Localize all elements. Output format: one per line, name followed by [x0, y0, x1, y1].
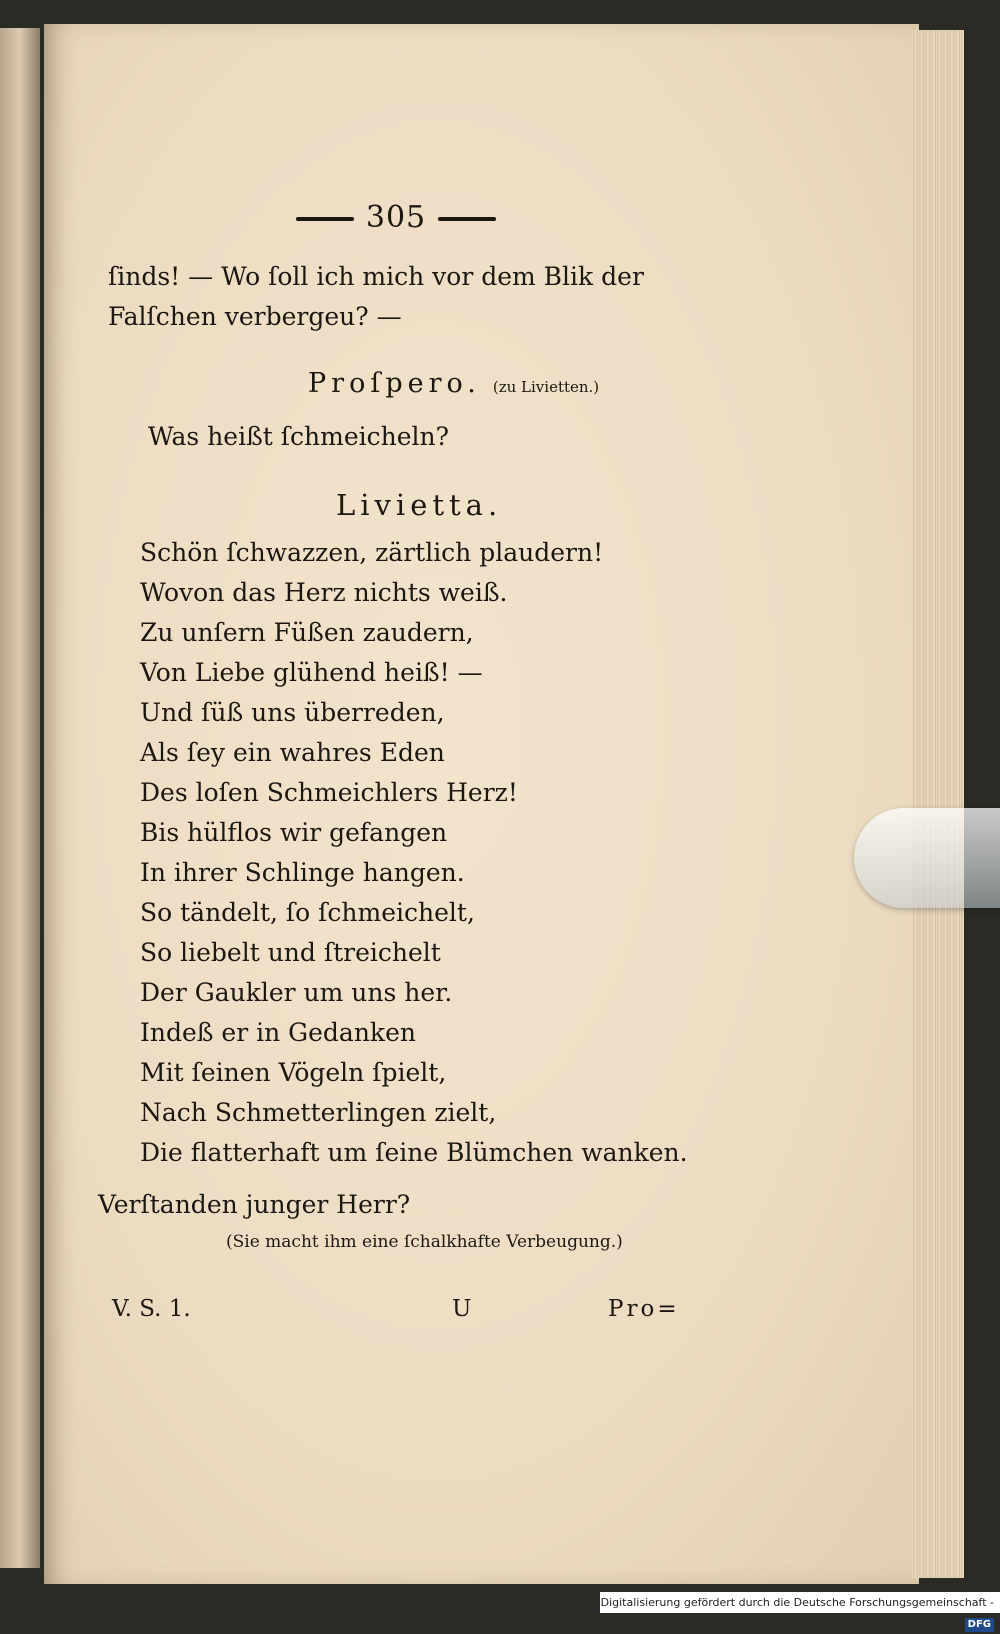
- page-number-header: [262, 200, 530, 235]
- verse-line: In ihrer Schlinge hangen.: [140, 858, 465, 887]
- catchword: Pro=: [608, 1296, 680, 1322]
- signature-mark: V. S. 1.: [112, 1296, 191, 1322]
- speaker-name: Proſpero.: [308, 368, 481, 399]
- prospero-line: Was heißt ſchmeicheln?: [148, 422, 450, 451]
- verse-line: Der Gaukler um uns her.: [140, 978, 453, 1007]
- verse-line: Bis hülflos wir gefangen: [140, 818, 448, 847]
- closing-stage-direction: (Sie macht ihm eine ſchalkhafte Verbeugung.): [226, 1232, 623, 1252]
- funding-text: Digitalisierung gefördert durch die Deutsche Forschungsgemeinschaft -: [600, 1596, 994, 1609]
- closing-line: Verſtanden junger Herr?: [98, 1190, 411, 1219]
- prose-line-1: ſinds! — Wo ſoll ich mich vor dem Blik der: [108, 262, 644, 291]
- verse-line: Schön ſchwazzen, zärtlich plaudern!: [140, 538, 604, 567]
- speaker-heading-livietta: Livietta.: [336, 488, 503, 522]
- verse-line: Zu unſern Füßen zaudern,: [140, 618, 474, 647]
- ornament-right: [438, 217, 496, 221]
- speaker-heading-prospero: [308, 368, 599, 399]
- verse-line: Wovon das Herz nichts weiß.: [140, 578, 508, 607]
- page-holder-clip: [854, 808, 1000, 908]
- page-edges: [912, 30, 964, 1578]
- funding-banner: [600, 1592, 1000, 1630]
- verse-line: Nach Schmetterlingen zielt,: [140, 1098, 497, 1127]
- verse-line: Und ſüß uns überreden,: [140, 698, 445, 727]
- verse-line: Die flatterhaft um ſeine Blümchen wanken.: [140, 1138, 688, 1167]
- facing-page-edge: [0, 28, 40, 1568]
- page-number: 305: [365, 200, 427, 235]
- sheet-mark: U: [452, 1296, 472, 1322]
- verse-line: Von Liebe glühend heiß! —: [140, 658, 483, 687]
- verse-line: So tändelt, ſo ſchmeichelt,: [140, 898, 475, 927]
- verse-line: Indeß er in Gedanken: [140, 1018, 416, 1047]
- stage-direction: (zu Livietten.): [492, 378, 600, 396]
- dfg-logo: DFG: [965, 1618, 994, 1632]
- verse-line: Als ſey ein wahres Eden: [140, 738, 445, 767]
- prose-line-2: Falſchen verbergeu? —: [108, 302, 402, 331]
- ornament-left: [296, 217, 354, 221]
- verse-line: Mit ſeinen Vögeln ſpielt,: [140, 1058, 447, 1087]
- verse-line: Des loſen Schmeichlers Herz!: [140, 778, 518, 807]
- verse-line: So liebelt und ſtreichelt: [140, 938, 441, 967]
